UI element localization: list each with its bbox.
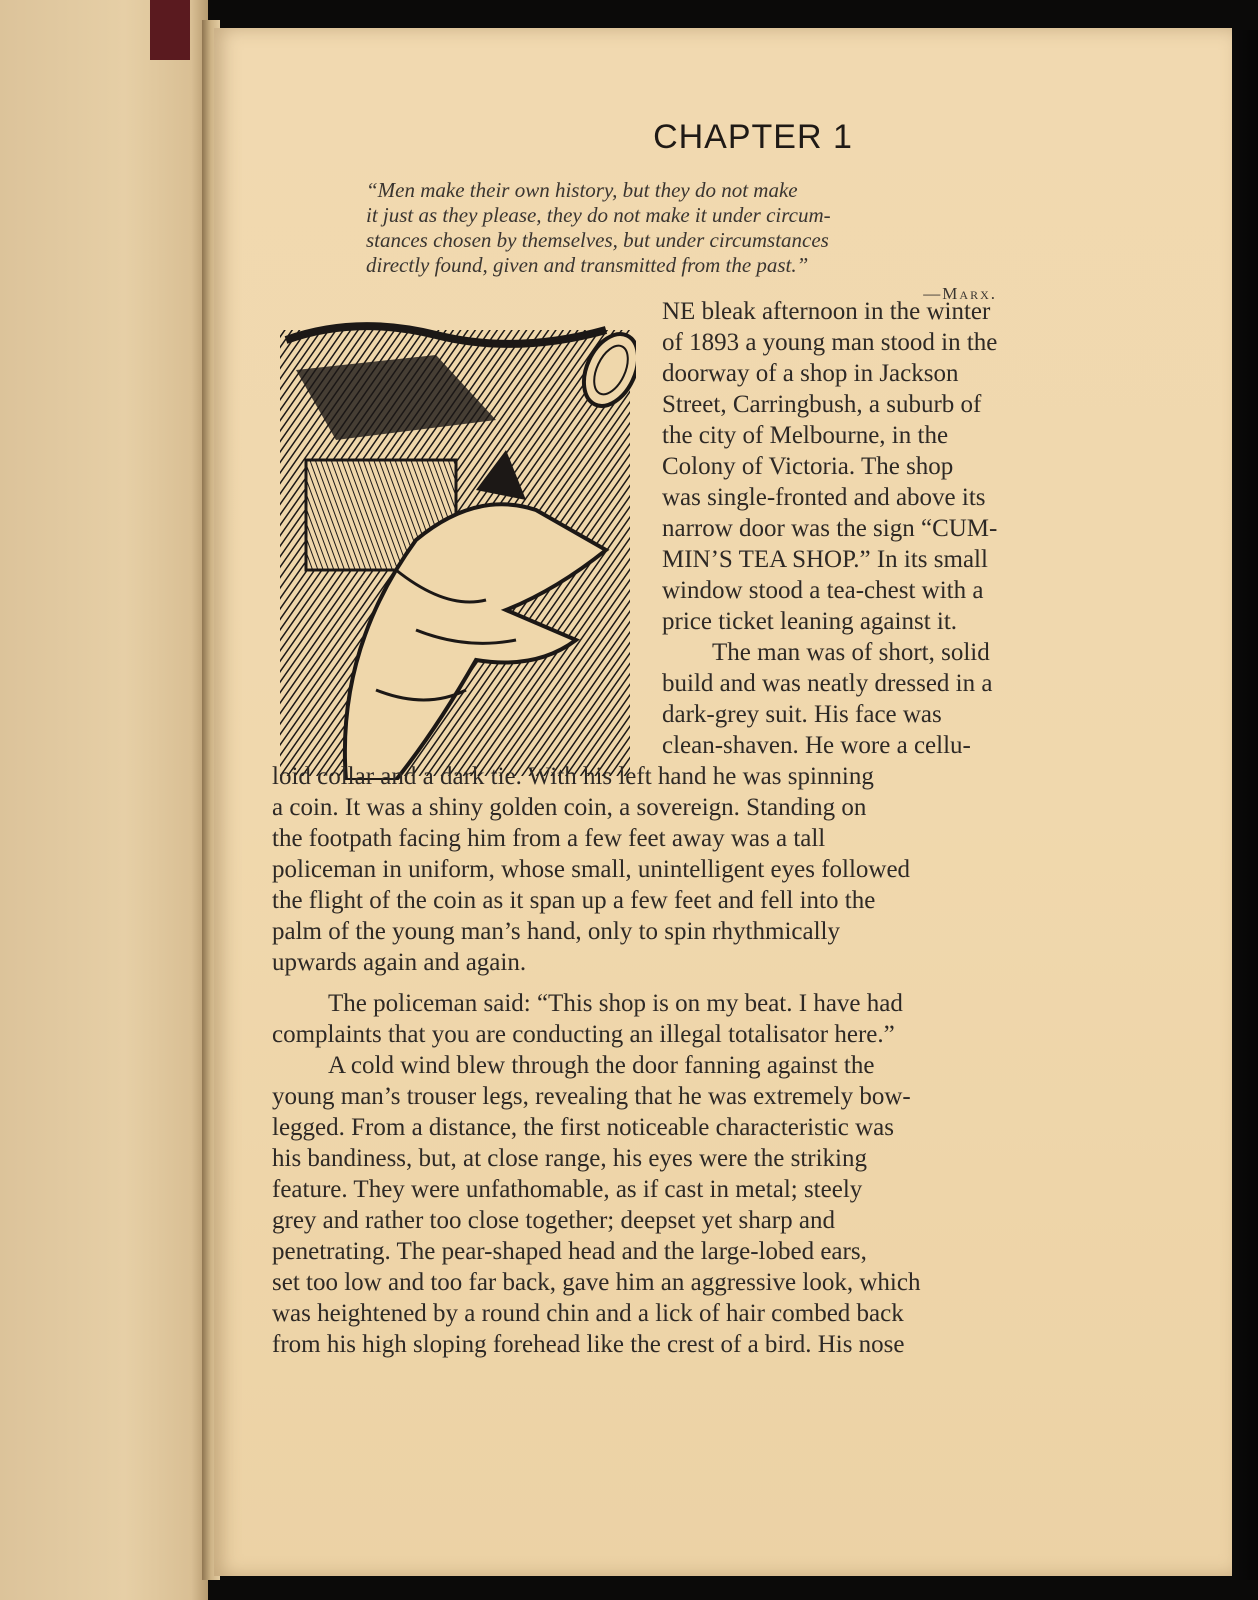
cover-edge [150,0,190,60]
chapter-title: CHAPTER 1 [653,118,853,156]
text-line: the city of Melbourne, in the [662,422,949,449]
text-line: NE bleak afternoon in the winter [662,298,991,325]
text-line: The man was of short, solid [712,639,990,666]
text-line: grey and rather too close together; deepset yet sharp and [272,1207,835,1234]
text-line: build and was neatly dressed in a [662,670,993,697]
text-line: upwards again and again. [272,949,527,976]
epigraph [366,178,996,278]
text-line: MIN’S TEA SHOP.” In its small [662,546,988,573]
text-line: narrow door was the sign “CUM- [662,515,998,542]
text-line: the flight of the coin as it span up a few feet and fell into the [272,887,876,914]
text-line: from his high sloping forehead like the crest of a bird. His nose [272,1331,905,1358]
text-line: complaints that you are conducting an illegal totalisator here.” [272,1021,895,1048]
text-line: his bandiness, but, at close range, his eyes were the striking [272,1145,867,1172]
body-text [272,296,1102,1360]
epigraph-line: “Men make their own history, but they do not make [366,178,798,202]
text-line: policeman in uniform, whose small, unintelligent eyes followed [272,856,911,883]
epigraph-line: stances chosen by themselves, but under circumstances [366,228,829,252]
text-line: price ticket leaning against it. [662,608,958,635]
text-line: of 1893 a young man stood in the [662,329,998,356]
text-line: feature. They were unfathomable, as if cast in metal; steely [272,1176,863,1203]
text-line: a coin. It was a shiny golden coin, a sovereign. Standing on [272,794,867,821]
text-line: window stood a tea-chest with a [662,577,984,604]
text-line: palm of the young man’s hand, only to spin rhythmically [272,918,840,945]
text-line: loid collar and a dark tie. With his left hand he was spinning [272,763,874,790]
text-line: A cold wind blew through the door fanning against the [328,1052,875,1079]
page-edge-shadow [1232,30,1258,1580]
epigraph-attribution: —Marx. [923,284,997,303]
text-line: doorway of a shop in Jackson [662,360,959,387]
text-line: young man’s trouser legs, revealing that he was extremely bow- [272,1083,911,1110]
text-line: The policeman said: “This shop is on my beat. I have had [328,990,903,1017]
text-line: legged. From a distance, the first noticeable characteristic was [272,1114,894,1141]
text-line: was single-fronted and above its [662,484,986,511]
text-line: the footpath facing him from a few feet away was a tall [272,825,826,852]
epigraph-line: it just as they please, they do not make it under circum- [366,203,831,227]
text-line: Street, Carringbush, a suburb of [662,391,982,418]
book-page [214,28,1232,1576]
epigraph-line: directly found, given and transmitted from the past.” [366,253,809,277]
text-line: set too low and too far back, gave him an aggressive look, which [272,1269,921,1296]
text-line: was heightened by a round chin and a lick of hair combed back [272,1300,904,1327]
text-line: dark-grey suit. His face was [662,701,942,728]
text-line: clean-shaven. He wore a cellu- [662,732,971,759]
text-line: penetrating. The pear-shaped head and the large-lobed ears, [272,1238,867,1265]
text-line: Colony of Victoria. The shop [662,453,954,480]
left-page [0,0,208,1600]
